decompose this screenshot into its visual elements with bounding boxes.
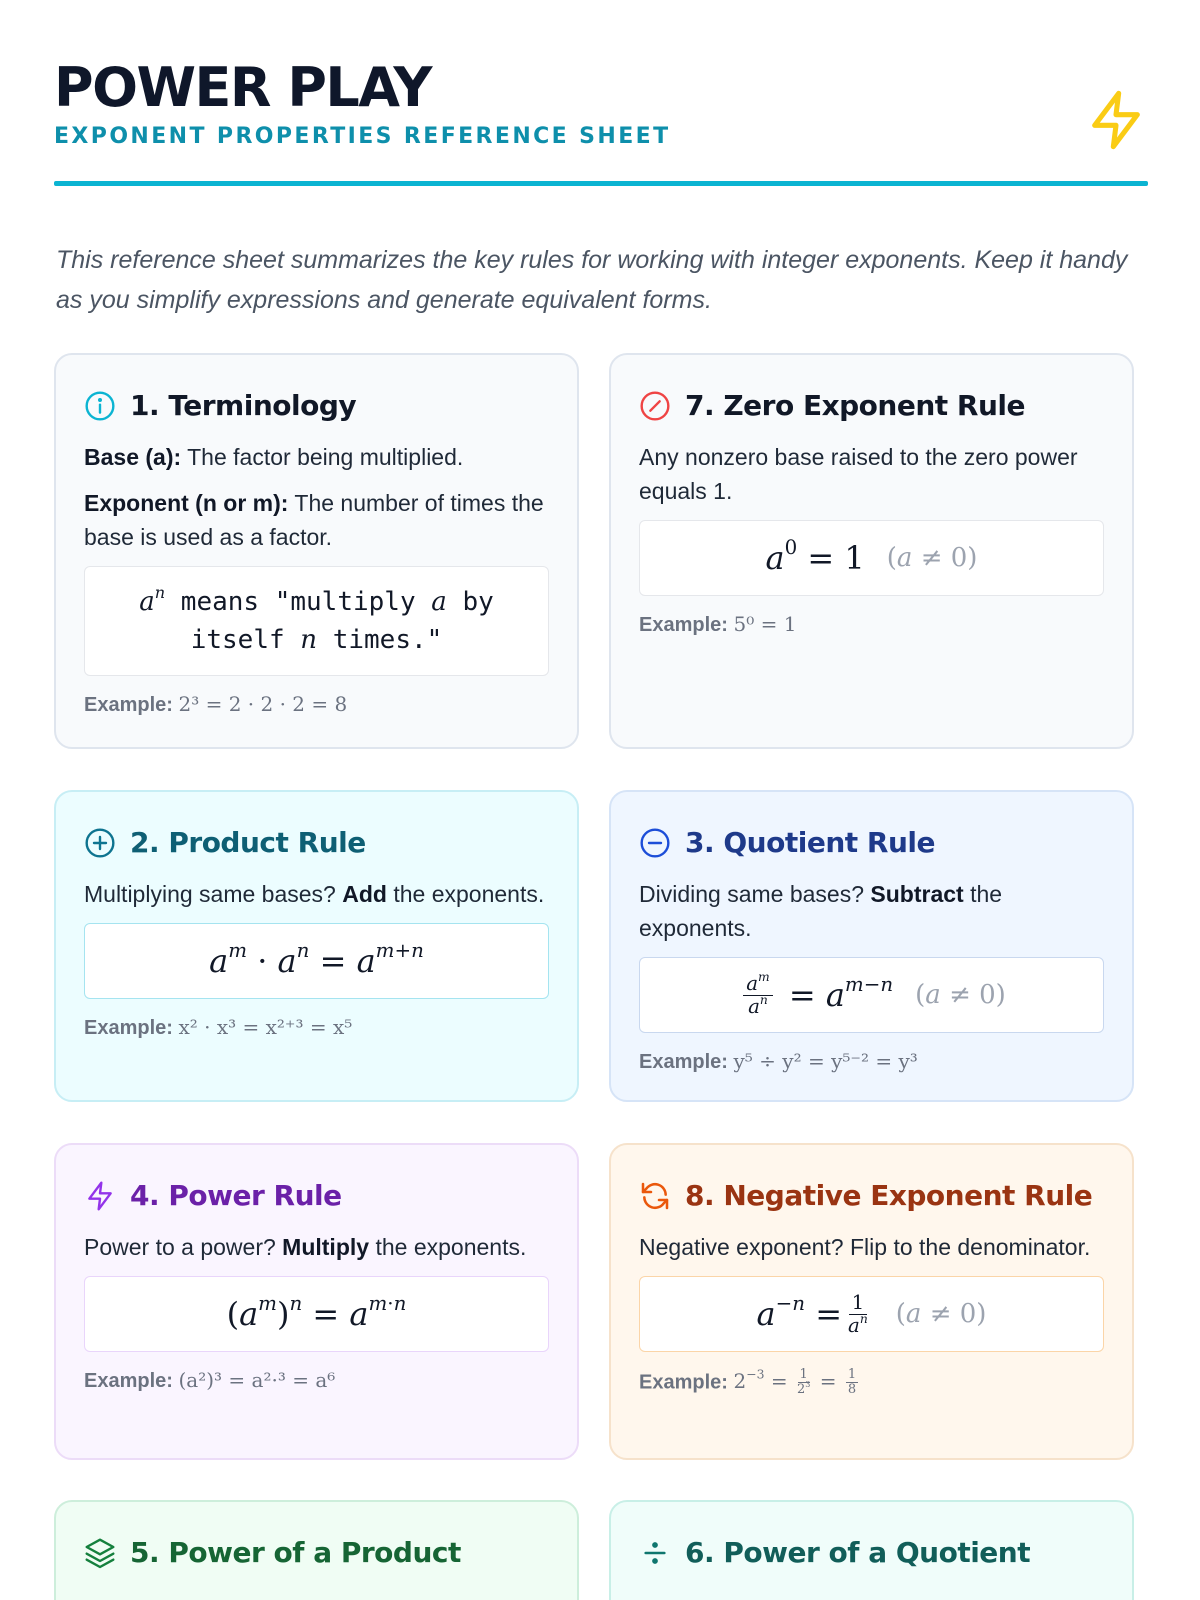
formula-box: $(a^m)^n = a^{m\cdot n}$ (84, 1276, 549, 1352)
card-description: Power to a power? Multiply the exponents. (84, 1234, 527, 1260)
example: Example: y⁵ ÷ y² = y⁵⁻² = y³ (639, 1049, 918, 1073)
minus-circle-icon (639, 827, 671, 859)
card-header (639, 389, 1104, 422)
card-header (84, 389, 549, 422)
card-zero-exponent (609, 353, 1134, 749)
exponent-label: Exponent (n or m): (84, 490, 289, 516)
refresh-icon (639, 1180, 671, 1212)
card-header (639, 826, 1104, 859)
base-label: Base (a): (84, 444, 182, 470)
base-definition (84, 440, 549, 474)
header (54, 54, 1148, 186)
card-description: Dividing same bases? Subtract the exponents. (639, 881, 1003, 941)
lightning-icon (84, 1180, 116, 1212)
page-title: POWER PLAY (54, 56, 432, 119)
formula-line: $a^n$ means "multiply a by (139, 582, 494, 617)
example: Example: (a²)³ = a²·³ = a⁶ (84, 1368, 336, 1392)
card-title: 1. Terminology (130, 389, 357, 422)
card-description: Multiplying same bases? Add the exponents. (84, 881, 545, 907)
example: Example: $2^{-3}$ = $\frac{1}{2^3}$ = $\frac{1}{8}$ (639, 1367, 857, 1398)
card-header (84, 1536, 549, 1569)
formula-box (84, 566, 549, 676)
base-text: The factor being multiplied. (181, 444, 464, 470)
ban-icon (639, 390, 671, 422)
info-icon (84, 390, 116, 422)
card-power-of-product (54, 1500, 579, 1600)
formula-box: $a^{-n}$ = $\frac{1}{a^n}$ (a ≠ 0) (639, 1276, 1104, 1352)
layers-icon (84, 1537, 116, 1569)
exponent-text: The number of times the base is used as a factor. (84, 490, 544, 550)
card-power-rule (54, 1143, 579, 1460)
divide-icon (639, 1537, 671, 1569)
card-title: 4. Power Rule (130, 1179, 342, 1212)
card-negative-exponent (609, 1143, 1134, 1460)
example: Example: x² · x³ = x²⁺³ = x⁵ (84, 1015, 353, 1039)
intro-text: This reference sheet summarizes the key rules for working with integer exponents. Keep it handy as you simplify expressions and generate equivalent forms. (56, 246, 1128, 314)
card-title: 6. Power of a Quotient (685, 1536, 1031, 1569)
card-power-of-quotient (609, 1500, 1134, 1600)
header-divider (54, 181, 1148, 186)
plus-circle-icon (84, 827, 116, 859)
example: Example: 5⁰ = 1 (639, 612, 797, 636)
card-title: 3. Quotient Rule (685, 826, 935, 859)
card-description: Any nonzero base raised to the zero power equals 1. (639, 444, 1078, 504)
formula-box: $a^m \cdot a^n = a^{m+n}$ (84, 923, 549, 999)
page-subtitle: EXPONENT PROPERTIES REFERENCE SHEET (54, 124, 671, 149)
formula-line: itself n times." (190, 625, 443, 655)
card-title: 2. Product Rule (130, 826, 366, 859)
card-title: 5. Power of a Product (130, 1536, 461, 1569)
card-title: 7. Zero Exponent Rule (685, 389, 1025, 422)
example: Example: 2³ = 2 · 2 · 2 = 8 (84, 692, 348, 716)
lightning-bolt-icon (1084, 88, 1148, 152)
card-quotient-rule (609, 790, 1134, 1102)
card-header (639, 1536, 1104, 1569)
card-title: 8. Negative Exponent Rule (685, 1179, 1093, 1212)
card-header (84, 1179, 549, 1212)
exponent-definition (84, 486, 549, 554)
formula-box: $\frac{a^m}{a^n}$ = $a^{m-n}$ (a ≠ 0) (639, 957, 1104, 1033)
card-terminology (54, 353, 579, 749)
card-header (84, 826, 549, 859)
card-header (639, 1179, 1104, 1212)
card-product-rule (54, 790, 579, 1102)
formula-box: $a^0 = 1$ (a ≠ 0) (639, 520, 1104, 596)
card-description: Negative exponent? Flip to the denominator. (639, 1234, 1091, 1260)
